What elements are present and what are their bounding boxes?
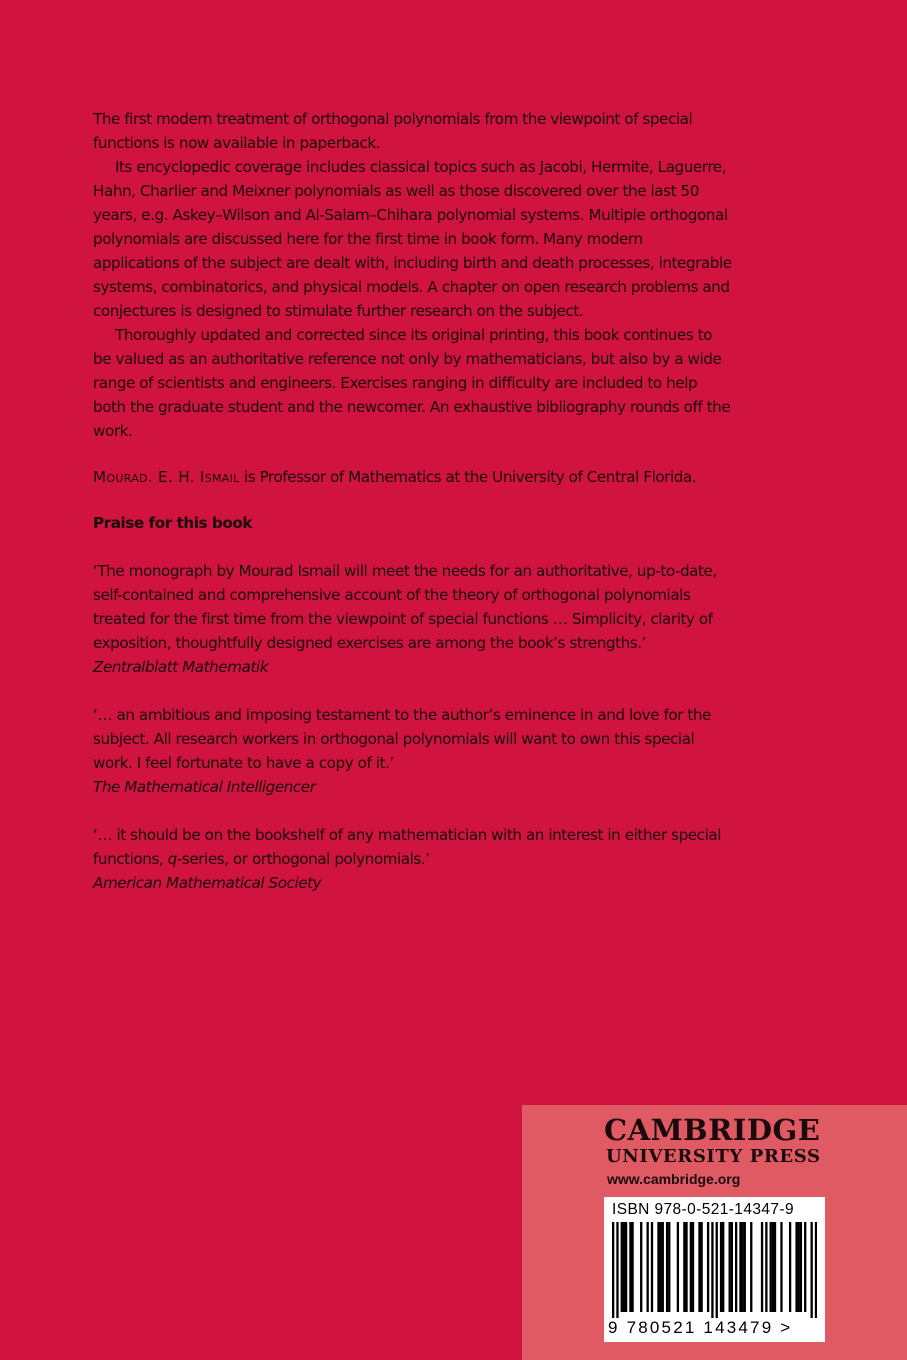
barcode-bar [800, 1222, 802, 1312]
barcode-bar [625, 1222, 627, 1312]
praise-quote-source: American Mathematical Society [93, 874, 322, 892]
praise-quote-text-end: -series, or orthogonal polynomials.’ [176, 850, 430, 868]
barcode-label [604, 1197, 825, 1342]
barcode-bar [612, 1222, 614, 1318]
barcode-bar [731, 1222, 733, 1312]
praise-quote-text: ‘The monograph by Mourad Ismail will meet the needs for an authoritative, up-to-date, self-contained and comprehensive account of the theory of orthogonal polynomials treated for the first time from the viewpoint of special functions … Simplicity, clarity of exposition, thoughtfully designed exercises are among the book’s strengths.’ [93, 562, 717, 652]
barcode-bar [811, 1222, 813, 1318]
barcode-bar [698, 1222, 700, 1312]
publisher-logo-name: CAMBRIDGE [604, 1113, 821, 1147]
barcode-bar [659, 1222, 661, 1312]
barcode-bar [690, 1222, 692, 1312]
barcode-icon [612, 1222, 817, 1318]
barcode-bar [621, 1222, 623, 1312]
barcode-bar [651, 1222, 653, 1312]
barcode-bar [772, 1222, 774, 1312]
barcode-bar [744, 1222, 746, 1312]
barcode-bar [739, 1222, 741, 1312]
praise-quote [93, 703, 733, 799]
barcode-bar [798, 1222, 800, 1312]
praise-quote-source: The Mathematical Intelligencer [93, 778, 316, 796]
praise-quote-text: ‘… an ambitious and imposing testament to the author’s eminence in and love for the subject. All research workers in orthogonal polynomials will want to own this special work. I feel fortunate to have a copy of it.’ [93, 706, 711, 772]
barcode-bar [647, 1222, 649, 1312]
praise-heading: Praise for this book [93, 514, 252, 532]
barcode-bar [795, 1222, 797, 1312]
barcode-bar [616, 1222, 618, 1318]
description-paragraph-1: The first modern treatment of orthogonal polynomials from the viewpoint of special functions is now available in paperback. [93, 110, 693, 152]
back-cover-text [93, 107, 733, 895]
description-paragraph-3: Thoroughly updated and corrected since its original printing, this book continues to be valued as an authoritative reference not only by mathematicians, but also by a wide range of scientists and engineers. Exercises ranging in difficulty are included to help both the graduate student and the newcomer. An exhaustive bibliography rounds off the work. [93, 326, 731, 440]
barcode-bar [804, 1222, 806, 1312]
barcode-bar [770, 1222, 772, 1312]
barcode-bar [631, 1222, 633, 1312]
barcode-bar [640, 1222, 642, 1312]
barcode-bar [707, 1222, 709, 1312]
barcode-bar [750, 1222, 752, 1312]
barcode-bar [774, 1222, 776, 1312]
barcode-bar [683, 1222, 685, 1312]
barcode-bar [666, 1222, 668, 1312]
barcode-bar [692, 1222, 694, 1312]
barcode-bar [700, 1222, 702, 1312]
barcode-bar [735, 1222, 737, 1312]
barcode-bar [780, 1222, 782, 1312]
barcode-bar [623, 1222, 625, 1312]
praise-quote-source: Zentralblatt Mathematik [93, 658, 269, 676]
author-bio-text: is Professor of Mathematics at the University of Central Florida. [239, 468, 697, 486]
description-paragraph-2: Its encyclopedic coverage includes classical topics such as Jacobi, Hermite, Laguerre, Hahn, Charlier and Meixner polynomials as well as those discovered over the last 50 years, e.g. Askey–Wilson and Al-Salam–Chihara polynomial systems. Multiple orthogonal polynomials are discussed here for the first time in book form. Many modern applications of the subject are dealt with, including birth and death processes, integrable systems, combinatorics, and physical models. A chapter on open research problems and conjectures is designed to stimulate further research on the subject. [93, 158, 732, 320]
barcode-bar [716, 1222, 718, 1318]
author-name: Mourad. E. H. Ismail [93, 468, 240, 486]
barcode-bar [761, 1222, 763, 1312]
barcode-bar [668, 1222, 670, 1312]
publisher-logo-subtitle: UNIVERSITY PRESS [606, 1146, 821, 1167]
author-bio [93, 465, 733, 489]
barcode-bar [741, 1222, 743, 1312]
publisher-url: www.cambridge.org [607, 1171, 741, 1187]
barcode-bar [657, 1222, 659, 1312]
barcode-digits: 9 780521 143479 > [608, 1318, 793, 1337]
praise-quote-q-symbol: q [167, 850, 177, 868]
barcode-bar [711, 1222, 713, 1318]
barcode-bar [729, 1222, 731, 1312]
praise-quote [93, 823, 733, 895]
barcode-bar [629, 1222, 631, 1312]
barcode-bar [789, 1222, 791, 1312]
praise-quote [93, 559, 733, 679]
barcode-bar [685, 1222, 687, 1312]
praise-quote-text: ‘… it should be on the bookshelf of any mathematician with an interest in either special functions, [93, 826, 721, 868]
barcode-bar [662, 1222, 664, 1312]
barcode-bar [677, 1222, 679, 1312]
barcode-bar [722, 1222, 724, 1312]
isbn-number: ISBN 978-0-521-14347-9 [612, 1201, 794, 1218]
barcode-bar [815, 1222, 817, 1318]
barcode-bar [720, 1222, 722, 1312]
barcode-bar [765, 1222, 767, 1312]
